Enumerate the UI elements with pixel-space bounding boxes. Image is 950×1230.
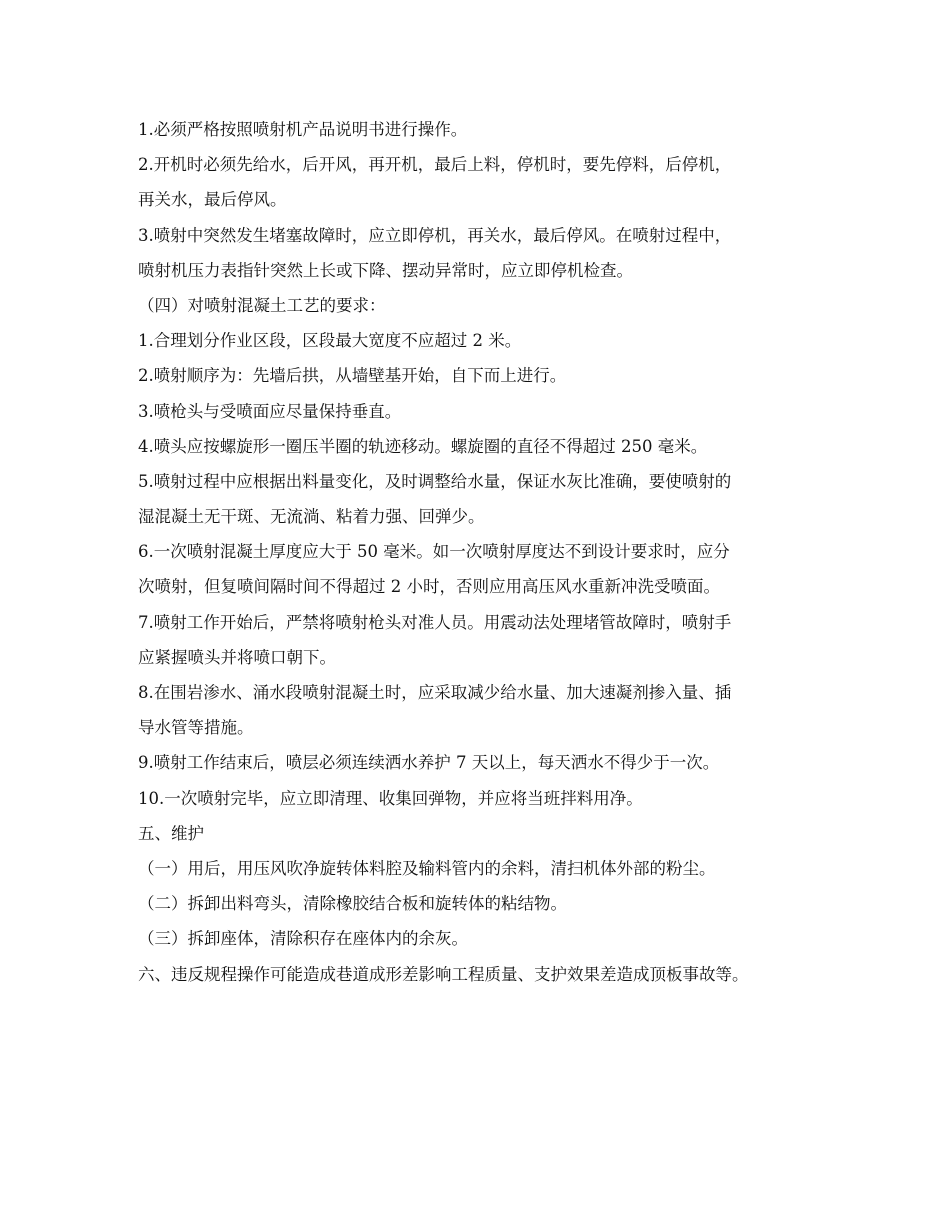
- text-line: 2.开机时必须先给水，后开风，再开机，最后上料，停机时，要先停料，后停机，: [138, 155, 732, 175]
- text-line: 1.合理划分作业区段，区段最大宽度不应超过 2 米。: [138, 331, 522, 351]
- text-line: 6.一次喷射混凝土厚度应大于 50 毫米。如一次喷射厚度达不到设计要求时，应分: [138, 542, 730, 562]
- text-line: 1.必须严格按照喷射机产品说明书进行操作。: [138, 120, 468, 139]
- text-line: 3.喷射中突然发生堵塞故障时，应立即停机，再关水，最后停风。在喷射过程中，: [138, 225, 732, 245]
- text-line: 7.喷射工作开始后，严禁将喷射枪头对准人员。用震动法处理堵管故障时，喷射手: [138, 612, 732, 632]
- text-line: 9.喷射工作结束后，喷层必须连续洒水养护 7 天以上，每天洒水不得少于一次。: [138, 753, 720, 773]
- section-heading: 六、违反规程操作可能造成巷道成形差影响工程质量、支护效果差造成顶板事故等。: [138, 964, 749, 984]
- text-line: 导水管等措施。: [138, 718, 254, 738]
- section-heading: （四）对喷射混凝土工艺的要求：: [138, 295, 386, 315]
- text-line: 湿混凝土无干斑、无流淌、粘着力强、回弹少。: [138, 507, 485, 527]
- section-heading: 五、维护: [138, 823, 204, 843]
- text-line: 应紧握喷头并将喷口朝下。: [138, 647, 336, 667]
- text-line: 次喷射，但复喷间隔时间不得超过 2 小时，否则应用高压风水重新冲洗受喷面。: [138, 577, 720, 597]
- text-line: 2.喷射顺序为：先墙后拱，从墙壁基开始，自下而上进行。: [138, 366, 567, 386]
- text-line: 喷射机压力表指针突然上长或下降、摆动异常时，应立即停机检查。: [138, 260, 633, 280]
- text-line: （三）拆卸座体，清除积存在座体内的余灰。: [138, 929, 468, 949]
- text-line: 8.在围岩渗水、涌水段喷射混凝土时，应采取减少给水量、加大速凝剂掺入量、插: [138, 683, 732, 702]
- text-line: （二）拆卸出料弯头，清除橡胶结合板和旋转体的粘结物。: [138, 894, 567, 914]
- text-line: （一）用后，用压风吹净旋转体料腔及输料管内的余料，清扫机体外部的粉尘。: [138, 858, 716, 878]
- text-line: 再关水，最后停风。: [138, 190, 287, 210]
- text-line: 5.喷射过程中应根据出料量变化，及时调整给水量，保证水灰比准确，要使喷射的: [138, 471, 732, 491]
- text-line: 10.一次喷射完毕，应立即清理、收集回弹物，并应将当班拌料用净。: [138, 788, 643, 808]
- document-body: [138, 112, 838, 992]
- text-line: 3.喷枪头与受喷面应尽量保持垂直。: [138, 401, 402, 421]
- text-line: 4.喷头应按螺旋形一圈压半圈的轨迹移动。螺旋圈的直径不得超过 250 毫米。: [138, 436, 708, 456]
